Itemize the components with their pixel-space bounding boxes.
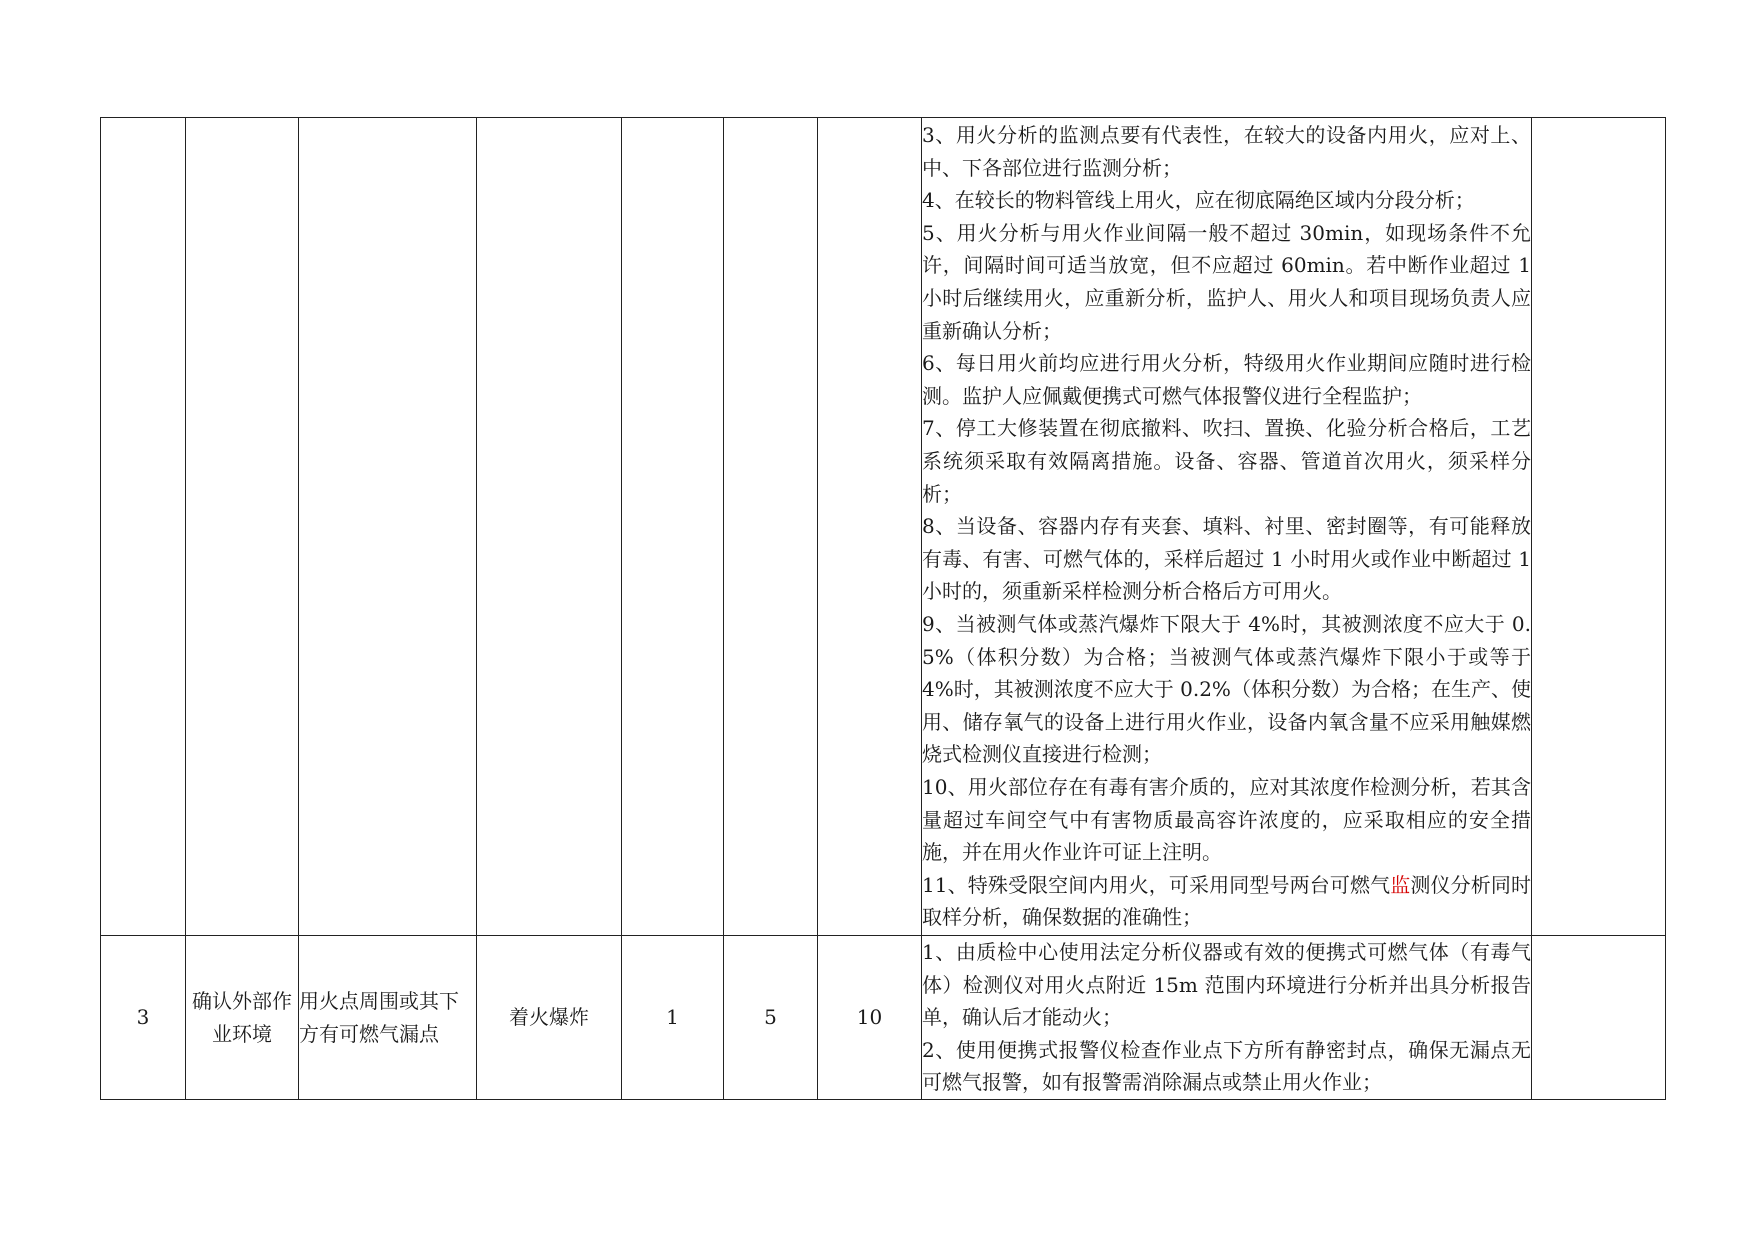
severity-cell bbox=[724, 118, 818, 936]
risk-analysis-table bbox=[100, 117, 1666, 1100]
table-row-continuation bbox=[101, 118, 1666, 936]
measure-item: 5、用火分析与用火作业间隔一般不超过 30min，如现场条件不允许，间隔时间可适当放宽，但不应超过 60min。若中断作业超过 1 小时后继续用火，应重新分析，监护人、用火人和项目现场负责人应重新确认分析； bbox=[922, 220, 1531, 343]
step-cell: 确认外部作业环境 bbox=[186, 936, 299, 1100]
consequence-cell bbox=[477, 118, 622, 936]
consequence-cell: 着火爆炸 bbox=[477, 936, 622, 1100]
measure-item: 3、用火分析的监测点要有代表性，在较大的设备内用火，应对上、中、下各部位进行监测分析； bbox=[922, 123, 1531, 180]
measure-item: 10、用火部位存在有毒有害介质的，应对其浓度作检测分析，若其含量超过车间空气中有害物质最高容许浓度的，应采取相应的安全措施，并在用火作业许可证上注明。 bbox=[922, 774, 1531, 865]
control-measures-cell bbox=[922, 936, 1532, 1100]
step-cell bbox=[186, 118, 299, 936]
measure-item: 9、当被测气体或蒸汽爆炸下限大于 4%时，其被测浓度不应大于 0.5%（体积分数）为合格；当被测气体或蒸汽爆炸下限小于或等于 4%时，其被测浓度不应大于 0.2%（体积分数）为合格；在生产、使用、储存氧气的设备上进行用火作业，设备内氧含量不应采用触媒燃烧式检测仪直接进行检测； bbox=[922, 611, 1531, 767]
measure-item: 8、当设备、容器内存有夹套、填料、衬里、密封圈等，有可能释放有毒、有害、可燃气体的，采样后超过 1 小时用火或作业中断超过 1 小时的，须重新采样检测分析合格后方可用火。 bbox=[922, 514, 1531, 604]
measure-item-11 bbox=[922, 869, 1531, 934]
risk-cell bbox=[818, 118, 922, 936]
severity-cell: 5 bbox=[724, 936, 818, 1100]
likelihood-cell: 1 bbox=[622, 936, 724, 1100]
seq-cell bbox=[101, 118, 186, 936]
seq-cell: 3 bbox=[101, 936, 186, 1100]
measure-item: 6、每日用火前均应进行用火分析，特级用火作业期间应随时进行检测。监护人应佩戴便携式可燃气体报警仪进行全程监护； bbox=[922, 351, 1531, 408]
likelihood-cell bbox=[622, 118, 724, 936]
measure-item: 4、在较长的物料管线上用火，应在彻底隔绝区域内分段分析； bbox=[922, 188, 1475, 213]
remark-cell bbox=[1532, 118, 1666, 936]
table-row-item-3 bbox=[101, 936, 1666, 1100]
hazard-cell: 用火点周围或其下方有可燃气漏点 bbox=[299, 936, 477, 1100]
measure-11-text-after: 测仪分析同时取样分析，确保数据的准确性； bbox=[922, 872, 1532, 930]
measure-item: 1、由质检中心使用法定分析仪器或有效的便携式可燃气体（有毒气体）检测仪对用火点附近 15m 范围内环境进行分析并出具分析报告单，确认后才能动火； bbox=[922, 940, 1531, 1030]
measure-11-highlight: 监 bbox=[1390, 872, 1411, 897]
risk-cell: 10 bbox=[818, 936, 922, 1100]
hazard-cell bbox=[299, 118, 477, 936]
measure-item: 2、使用便携式报警仪检查作业点下方所有静密封点，确保无漏点无可燃气报警，如有报警需消除漏点或禁止用火作业； bbox=[922, 1037, 1531, 1095]
remark-cell bbox=[1532, 936, 1666, 1100]
control-measures-cell bbox=[922, 118, 1532, 936]
measure-item: 7、停工大修装置在彻底撤料、吹扫、置换、化验分析合格后，工艺系统须采取有效隔离措施。设备、容器、管道首次用火，须采样分析； bbox=[922, 416, 1531, 506]
measure-11-text-before: 11、特殊受限空间内用火，可采用同型号两台可燃气 bbox=[922, 872, 1391, 897]
